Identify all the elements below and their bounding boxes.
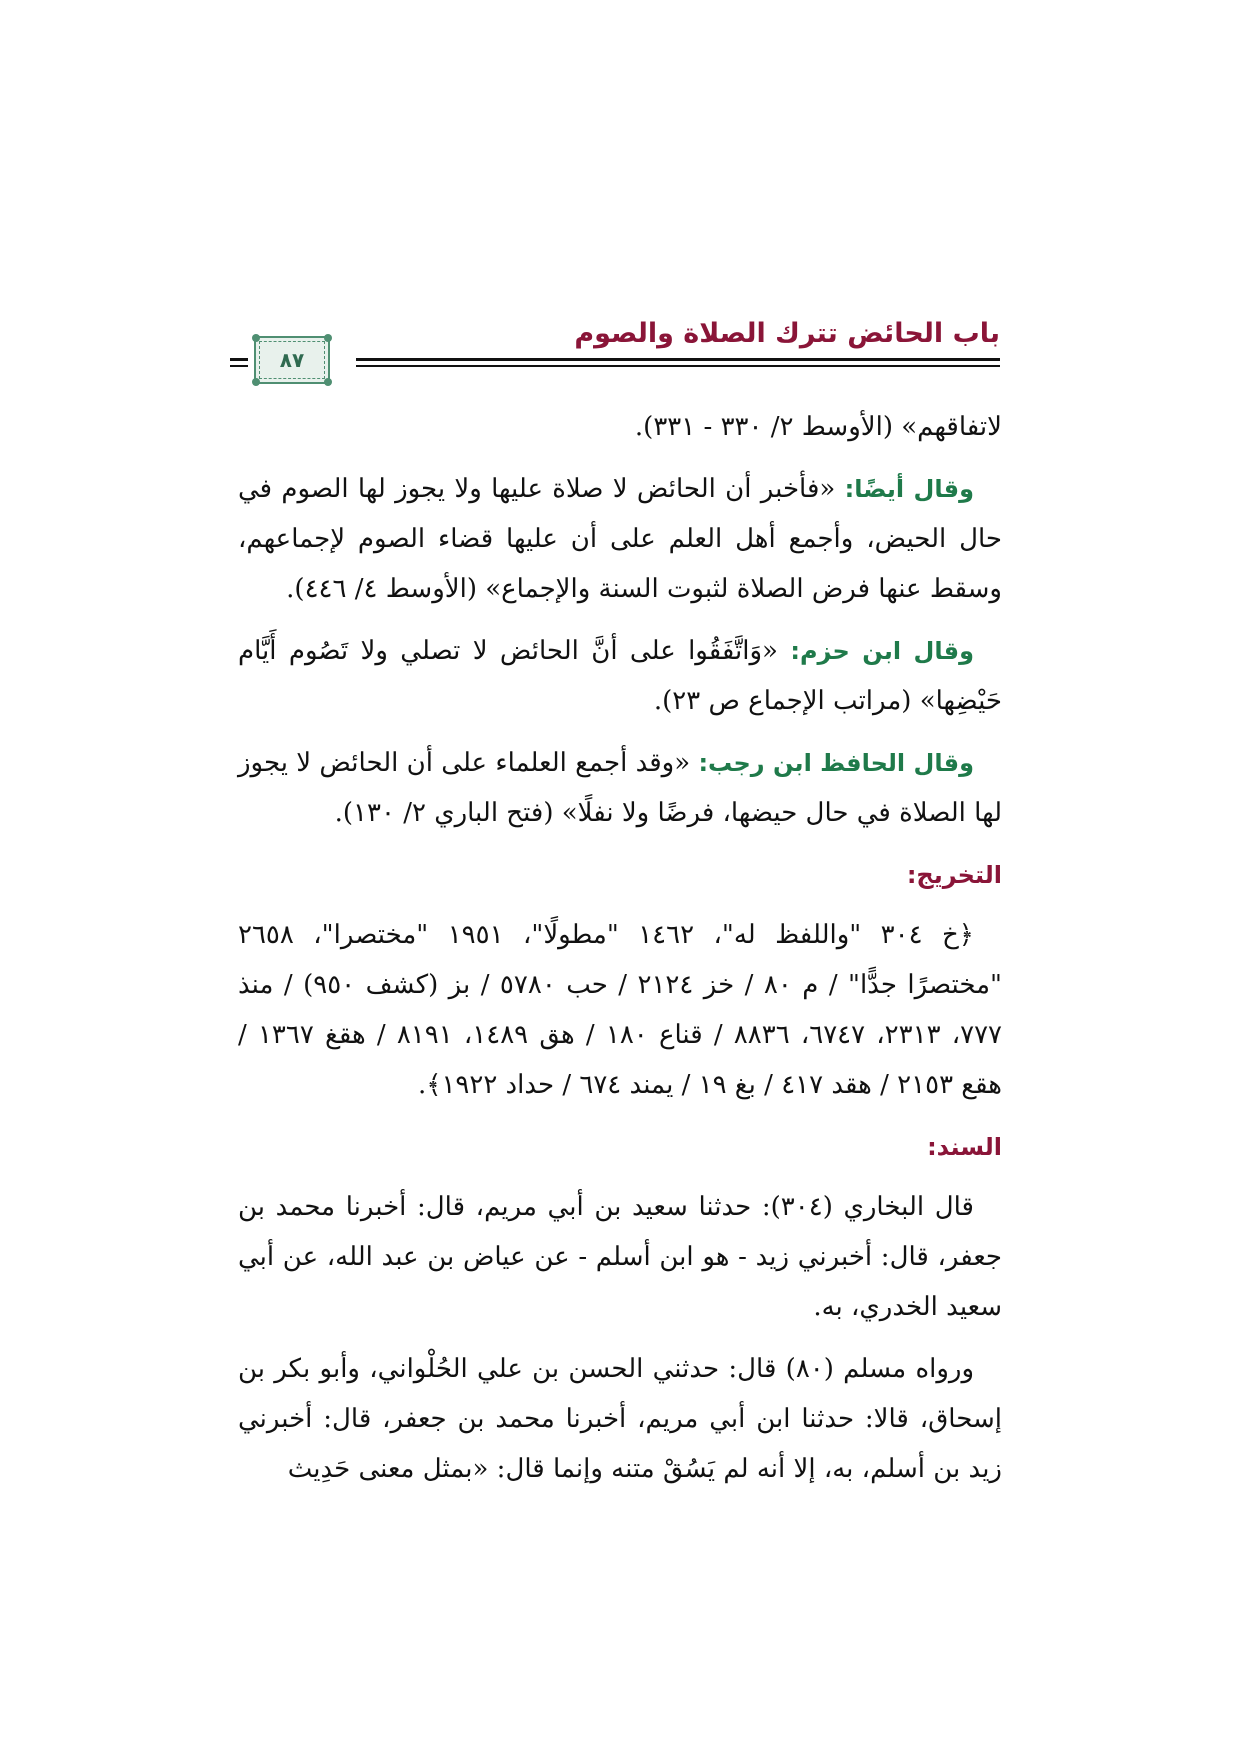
paragraph-text: لاتفاقهم» (الأوسط ٢/ ٣٣٠ - ٣٣١). [634, 412, 1002, 442]
quote-lead: وقال ابن حزم: [790, 637, 974, 665]
page-number-badge [254, 336, 330, 384]
ornament-icon [324, 378, 332, 386]
quote-lead: وقال الحافظ ابن رجب: [698, 749, 975, 777]
header-rule-left [230, 358, 248, 361]
sanad-paragraph: قال البخاري (٣٠٤): حدثنا سعيد بن أبي مريم، قال: أخبرنا محمد بن جعفر، قال: أخبرني زيد - هو ابن أسلم - عن عياض بن عبد الله، عن أبي سعيد الخدري، به. [238, 1192, 1002, 1322]
paragraph-text: «فأخبر أن الحائض لا صلاة عليها ولا يجوز لها الصوم في حال الحيض، وأجمع أهل العلم على أن عليها قضاء الصوم لإجماعهم، وسقط عنها فرض الصلاة لثبوت السنة والإجماع» (الأوسط ٤/ ٤٤٦). [238, 474, 1002, 604]
header-rule-left-thin [230, 365, 248, 367]
header-rule-right-thin [356, 365, 1000, 367]
paragraph [238, 626, 1002, 726]
quote-lead: وقال أيضًا: [844, 475, 974, 503]
ornament-icon [252, 334, 260, 342]
page-number: ٨٧ [279, 348, 305, 372]
header-rule-right [356, 358, 1000, 361]
page-body [238, 402, 1002, 1506]
paragraph-text: «وقد أجمع العلماء على أن الحائض لا يجوز لها الصلاة في حال حيضها، فرضًا ولا نفلًا» (فتح الباري ٢/ ١٣٠). [238, 748, 1002, 828]
page-header [240, 318, 1000, 388]
chapter-title: باب الحائض تترك الصلاة والصوم [574, 318, 1000, 349]
paragraph [238, 738, 1002, 838]
takhrij-text: ﴿خ ٣٠٤ "واللفظ له"، ١٤٦٢ "مطولًا"، ١٩٥١ "مختصرا"، ٢٦٥٨ "مختصرًا جدًّا" / م ٨٠ / خز ٢١٢٤ / حب ٥٧٨٠ / بز (كشف ٩٥٠) / منذ ٧٧٧، ٢٣١٣، ٦٧٤٧، ٨٨٣٦ / قناع ١٨٠ / هق ١٤٨٩، ٨١٩١ / هقغ ١٣٦٧ / هقع ٢١٥٣ / هقد ٤١٧ / بغ ١٩ / يمند ٦٧٤ / حداد ١٩٢٢﴾. [238, 920, 1003, 1100]
paragraph [238, 402, 1002, 452]
sanad-paragraph: ورواه مسلم (٨٠) قال: حدثني الحسن بن علي الحُلْواني، وأبو بكر بن إسحاق، قالا: حدثنا ابن أبي مريم، أخبرنا محمد بن جعفر، قال: أخبرني زيد بن أسلم، به، إلا أنه لم يَسُقْ متنه وإنما قال: «بمثل معنى حَدِيث [238, 1354, 1002, 1484]
ornament-icon [252, 378, 260, 386]
paragraph-text: «وَاتَّفَقُوا على أنَّ الحائض لا تصلي ولا تَصُوم أَيَّام حَيْضِها» (مراتب الإجماع ص ٢٣). [238, 636, 1002, 716]
section-heading-sanad: السند: [927, 1133, 1002, 1161]
ornament-icon [324, 334, 332, 342]
section-heading-takhrij: التخريج: [906, 861, 1002, 889]
paragraph [238, 464, 1002, 614]
